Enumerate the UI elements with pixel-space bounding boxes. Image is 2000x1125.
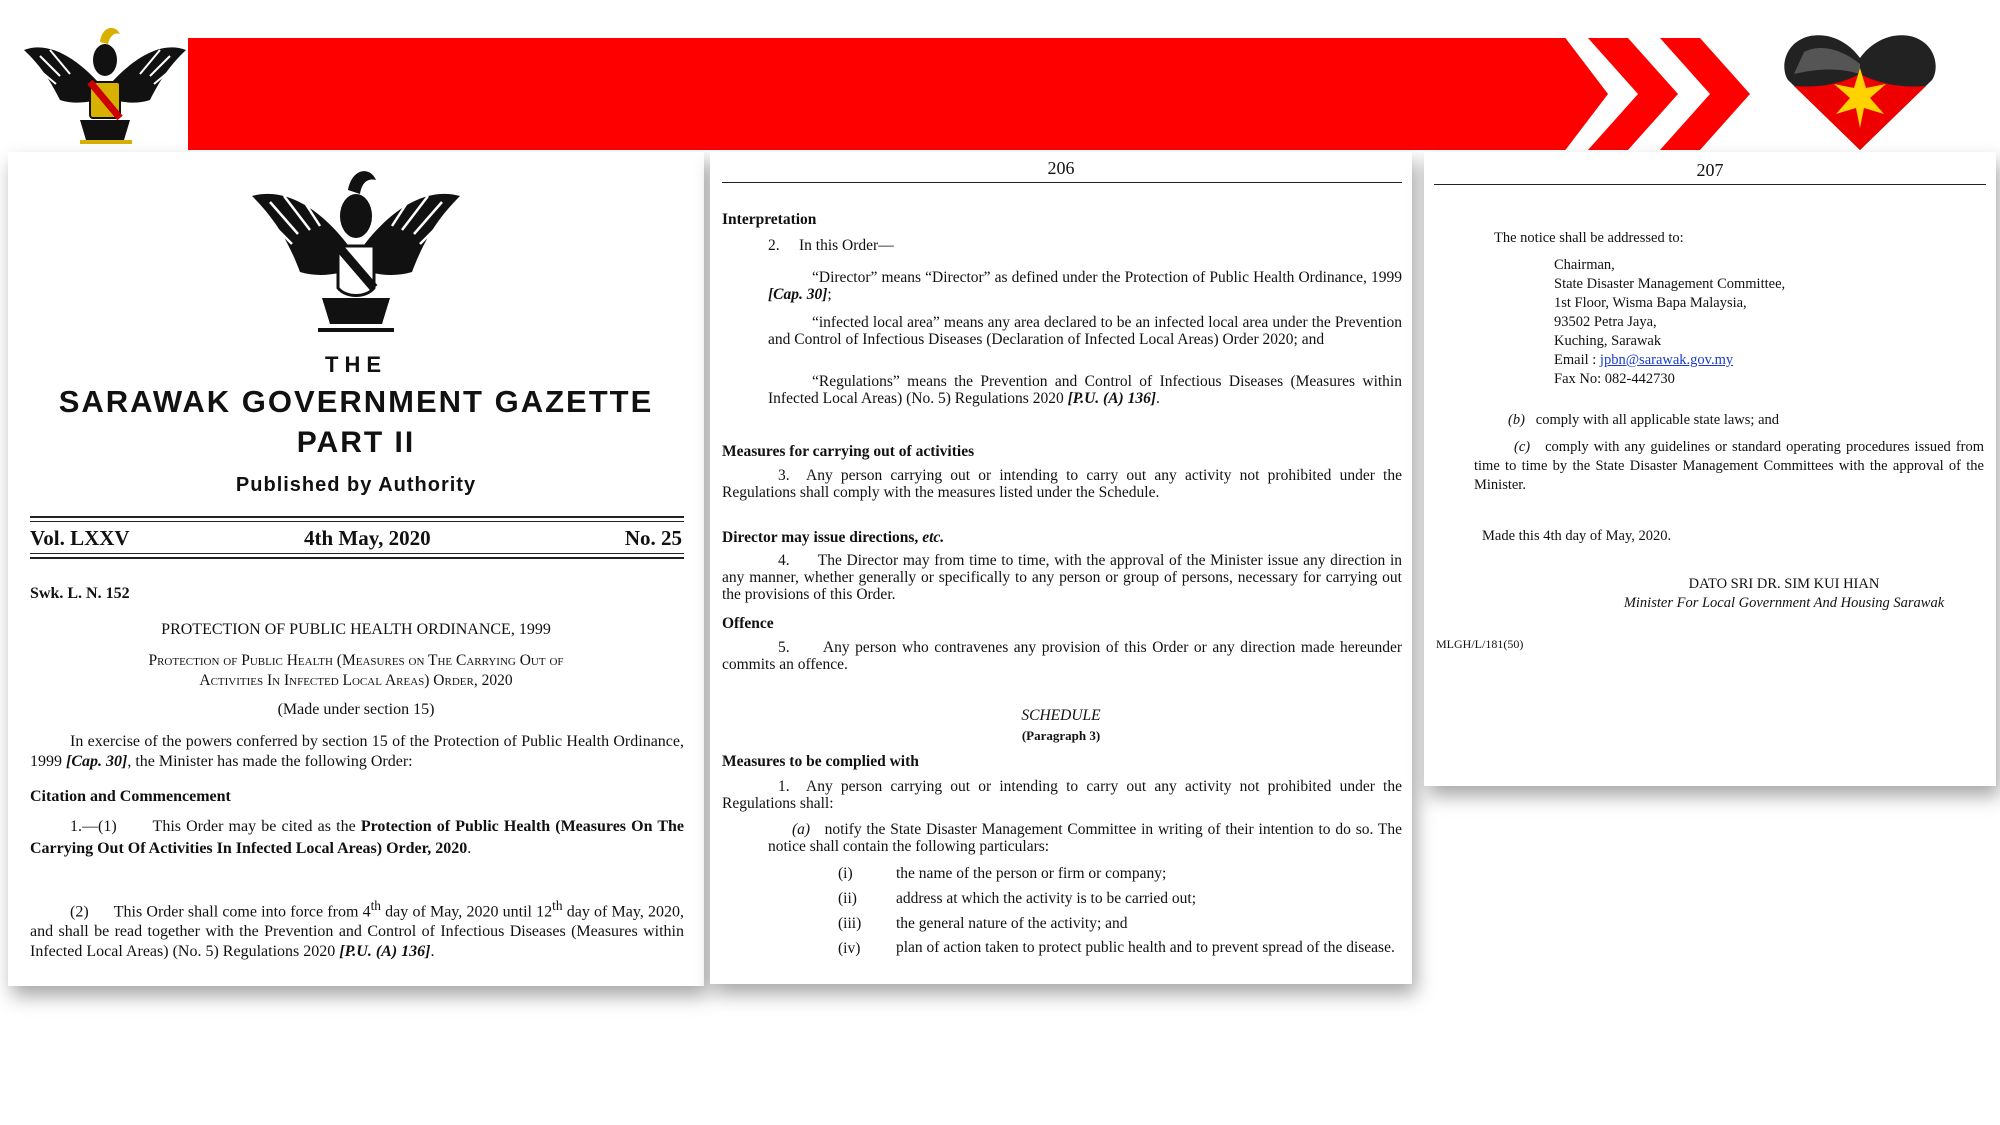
gazette-published: Published by Authority: [235, 474, 477, 496]
divider: [30, 516, 684, 518]
address-line: Chairman,: [1554, 257, 1615, 273]
clause-text: comply with any guidelines or standard operating procedures issued from time to time by the State Disaster Management Committees with the approval of the Minister.: [1474, 439, 1985, 493]
gazette-the: THE: [325, 352, 387, 377]
citation-clause-1: [30, 816, 684, 860]
director-text: 4. The Director may from time to time, with the approval of the Minister issue any direction in any manner, whether generally or specifically to any person or group of persons, necessary for carrying out the provisions of this Order.: [722, 552, 1402, 603]
clause-end: .: [430, 943, 435, 961]
divider: [30, 521, 684, 522]
preamble-cap: [Cap. 30]: [66, 753, 128, 770]
reference-number: MLGH/L/181(50): [1436, 637, 1524, 651]
preamble-text: In exercise of the powers conferred by section 15 of the Protection of Public Health Ordinance, 1999: [30, 733, 684, 770]
clause-text: comply with all applicable state laws; and: [1535, 412, 1780, 428]
email-link[interactable]: jpbn@sarawak.gov.my: [1599, 352, 1734, 368]
interpretation-heading: Interpretation: [722, 211, 817, 228]
sarawak-crest-logo: [20, 20, 190, 152]
clause-order-name: Protection of Public Health (Measures On The Carrying Out Of Activities In Infected Local Areas) Order, 2020: [30, 818, 685, 857]
preamble-text-end: , the Minister has made the following Order:: [127, 753, 413, 770]
clause-reference: [P.U. (A) 136]: [339, 943, 431, 961]
clause-text: notify the State Disaster Management Committee in writing of their intention to do so. The notice shall contain the following particulars:: [768, 821, 1403, 855]
page-number: 207: [1696, 160, 1724, 180]
item-text: the general nature of the activity; and: [896, 915, 1128, 932]
gazette-page-cover: [8, 152, 704, 986]
item-num: (ii): [838, 890, 857, 907]
definition-infected-area: “infected local area” means any area declared to be an infected local area under the Prevention and Control of Infectious Diseases (Declaration of Infected Local Areas) Order 2020; and: [768, 314, 1402, 348]
gazette-part: PART II: [296, 426, 416, 459]
issue-date: 4th May, 2020: [304, 526, 431, 550]
clause-a: [768, 821, 1402, 855]
divider: [30, 557, 684, 559]
clause-text: (2) This Order shall come into force from 4: [70, 903, 371, 921]
address-block: [1554, 256, 1785, 389]
divider: [30, 553, 684, 554]
order-title-line-2: Activities In Infected Local Areas) Order, 2020: [199, 672, 513, 689]
address-line: 1st Floor, Wisma Bapa Malaysia,: [1554, 295, 1747, 311]
ordinance-title: PROTECTION OF PUBLIC HEALTH ORDINANCE, 1999: [161, 621, 551, 638]
definition-end: ;: [827, 286, 832, 303]
definition-text: “Regulations” means the Prevention and Control of Infectious Diseases (Measures within Infected Local Areas) (No. 5) Regulations 2020: [768, 373, 1402, 407]
sarawak-crest-logo: [248, 160, 464, 344]
gazette-page-206: [710, 152, 1412, 984]
measures-heading: Measures for carrying out of activities: [722, 443, 975, 460]
address-line: Kuching, Sarawak: [1554, 333, 1662, 349]
divider: [722, 182, 1402, 183]
notice-number: Swk. L. N. 152: [30, 585, 130, 602]
ordinal-suffix: th: [552, 898, 563, 913]
clause-label: (c): [1514, 439, 1531, 455]
definition-ref: [Cap. 30]: [768, 286, 828, 303]
definition-text: “Director” means “Director” as defined under the Protection of Public Health Ordinance, 1999: [812, 269, 1402, 286]
address-line: 93502 Petra Jaya,: [1554, 314, 1657, 330]
schedule-paragraph: (Paragraph 3): [1021, 728, 1101, 743]
schedule-heading: SCHEDULE: [1021, 707, 1101, 724]
addressed-to: The notice shall be addressed to:: [1494, 230, 1684, 246]
clause-text: day of May, 2020, and shall be read together with the Prevention and Control of Infectious Diseases (Measures within Infected Local Areas) (No. 5) Regulations 2020: [30, 903, 685, 961]
clause-label: (b): [1508, 412, 1525, 428]
email-line: [1554, 351, 1785, 370]
header-banner: [188, 38, 1608, 150]
address-line: State Disaster Management Committee,: [1554, 276, 1786, 292]
offence-text: 5. Any person who contravenes any provision of this Order or any direction made hereunder commits an offence.: [722, 639, 1402, 673]
citation-clause-2: [30, 896, 684, 962]
gazette-title: SARAWAK GOVERNMENT GAZETTE: [58, 384, 654, 419]
volume: Vol. LXXV: [30, 526, 130, 550]
clause-label: (a): [792, 821, 811, 838]
email-label: Email :: [1554, 352, 1597, 368]
heading-text: Director may issue directions,: [722, 529, 919, 546]
item-num: (iv): [838, 940, 861, 957]
made-under: (Made under section 15): [277, 701, 435, 718]
clause-text: 1.—(1) This Order may be cited as the: [70, 818, 356, 835]
offence-heading: Offence: [722, 615, 774, 632]
clause-c: [1474, 438, 1984, 495]
issue-number: No. 25: [624, 526, 682, 550]
made-date: Made this 4th day of May, 2020.: [1482, 528, 1672, 544]
divider: [1434, 184, 1986, 185]
definition-director: [768, 269, 1402, 303]
item-text: plan of action taken to protect public health and to prevent spread of the disease.: [896, 939, 1395, 956]
item-num: (iii): [838, 915, 862, 932]
citation-heading: Citation and Commencement: [30, 788, 231, 805]
item-text: the name of the person or firm or company;: [896, 865, 1167, 882]
order-title-line-1: Protection of Public Health (Measures on The Carrying Out of: [148, 652, 564, 669]
signatory-name: DATO SRI DR. SIM KUI HIAN: [1688, 576, 1880, 592]
measures-text: 3. Any person carrying out or intending to carry out any activity not prohibited under the Regulations shall comply with the measures listed under the Schedule.: [722, 467, 1402, 501]
heading-etc: etc.: [922, 529, 945, 546]
gazette-page-207: [1424, 152, 1996, 786]
definition-end: .: [1155, 390, 1160, 407]
item-num: (i): [838, 865, 853, 882]
definition-ref: [P.U. (A) 136]: [1067, 390, 1156, 407]
heart-star-logo: [1780, 28, 1940, 158]
clause-text: day of May, 2020 until 12: [380, 903, 553, 921]
comply-heading: Measures to be complied with: [722, 753, 919, 770]
preamble: [30, 732, 684, 772]
clause-end: .: [467, 840, 472, 857]
interpretation-intro: 2. In this Order—: [768, 237, 894, 254]
comply-text: 1. Any person carrying out or intending to carry out any activity not prohibited under the Regulations shall:: [722, 778, 1402, 812]
signatory-title: Minister For Local Government And Housing Sarawak: [1623, 595, 1945, 611]
item-text: address at which the activity is to be carried out;: [896, 890, 1197, 907]
page-number: 206: [1047, 158, 1075, 178]
chevron-icon: [1660, 38, 1750, 150]
ordinal-suffix: th: [370, 898, 381, 913]
fax-line: Fax No: 082-442730: [1554, 371, 1675, 387]
clause-b: [1508, 410, 1779, 430]
director-heading: [722, 528, 944, 548]
definition-regulations: [768, 373, 1402, 407]
